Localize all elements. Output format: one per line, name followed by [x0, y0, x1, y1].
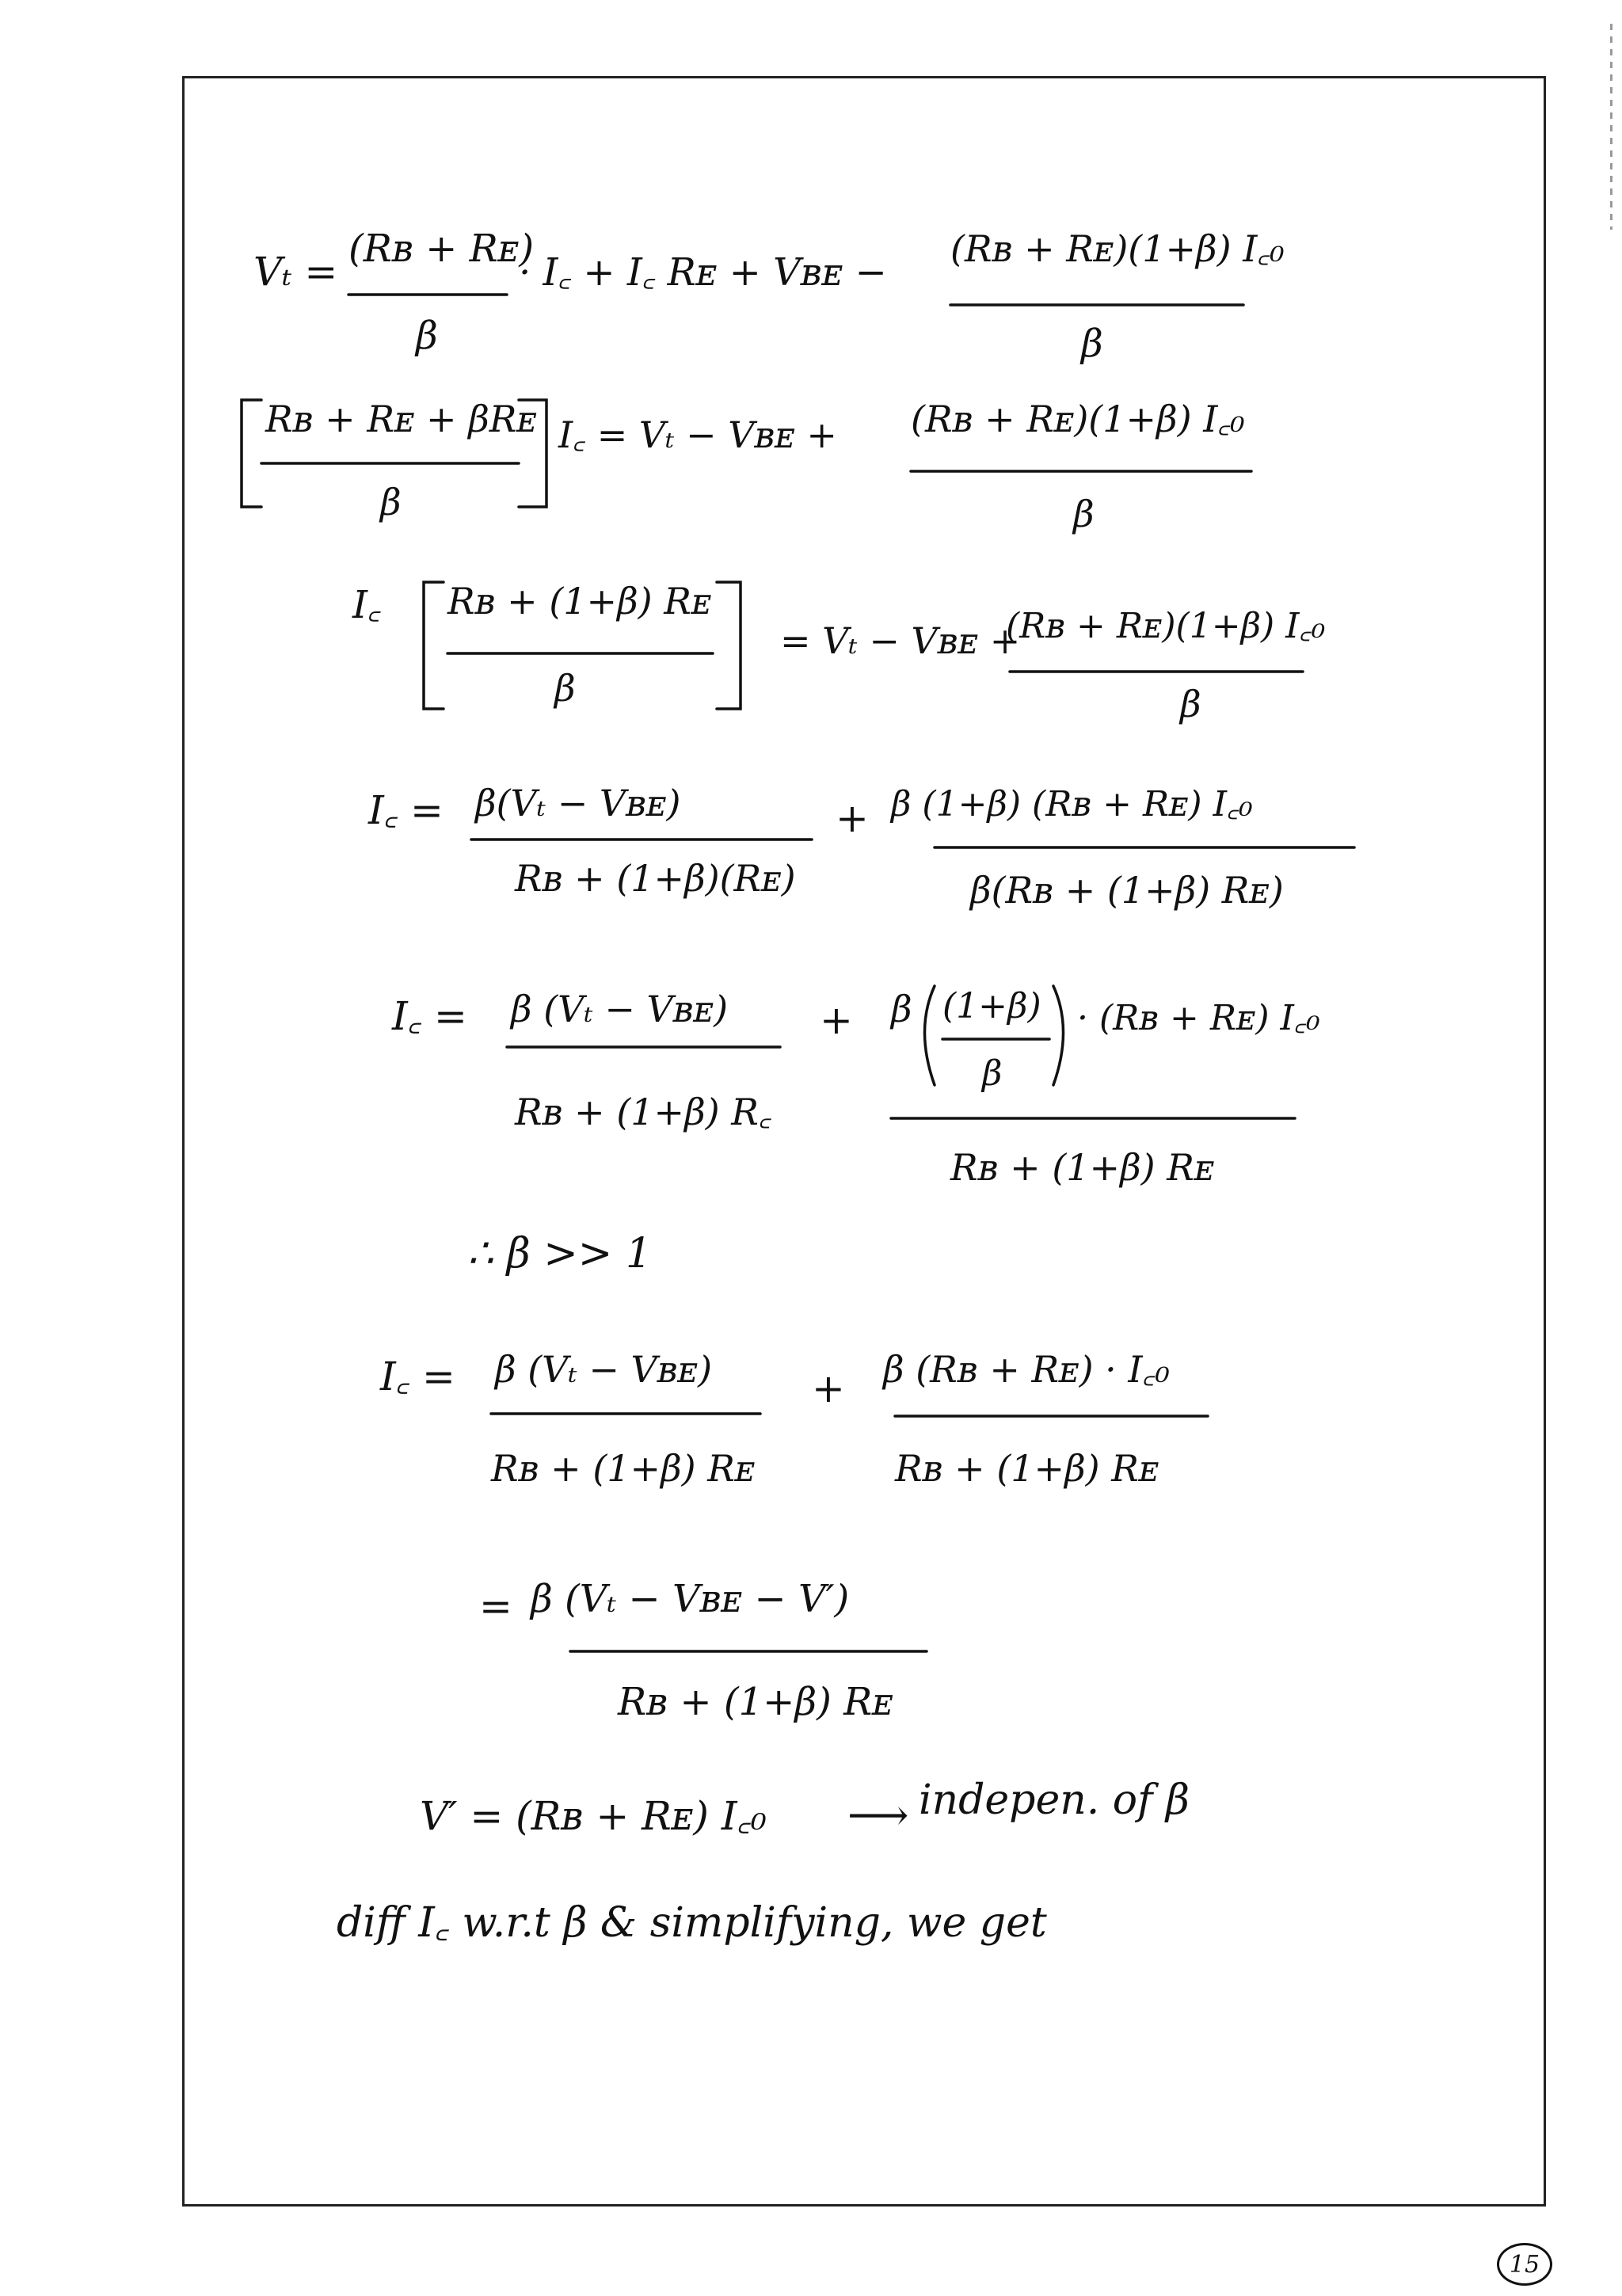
eq1-lhs: Vₜ = — [253, 249, 338, 295]
eq4-frac2-denominator: β(Rʙ + (1+β) Rᴇ) — [970, 869, 1284, 912]
eq5-inner-beta: β — [891, 988, 912, 1030]
eq5-inner-denominator: β — [982, 1053, 1003, 1094]
eq3-left-bracket — [424, 582, 444, 709]
eq7-lhs: = — [479, 1583, 512, 1629]
closing-statement: diff I꜀ w.r.t β & simplifying, we get — [337, 1899, 1047, 1947]
eq6-frac2-numerator: β (Rʙ + Rᴇ) · I꜀₀ — [883, 1348, 1170, 1391]
eq3-lhs: I꜀ — [352, 583, 381, 627]
eq5-tail: · (Rʙ + Rᴇ) I꜀₀ — [1077, 998, 1320, 1038]
eq2-bracket-numerator: Rʙ + Rᴇ + βRᴇ — [265, 398, 537, 440]
eq7-frac-denominator: Rʙ + (1+β) Rᴇ — [618, 1680, 893, 1724]
vprime-note: indepen. of β — [919, 1776, 1190, 1824]
eq3-frac-numerator: (Rʙ + Rᴇ)(1+β) I꜀₀ — [1006, 606, 1326, 646]
eq5-frac1-numerator: β (Vₜ − Vʙᴇ) — [511, 988, 729, 1030]
equation-6 — [379, 1348, 1208, 1490]
eq6-frac1-denominator: Rʙ + (1+β) Rᴇ — [491, 1447, 756, 1490]
eq4-frac2-numerator: β (1+β) (Rʙ + Rᴇ) I꜀₀ — [891, 784, 1253, 824]
eq4-lhs: I꜀ = — [368, 787, 444, 833]
page-number — [1497, 2243, 1552, 2286]
eq2-frac-denominator: β — [1073, 493, 1095, 535]
eq4-frac1-numerator: β(Vₜ − Vʙᴇ) — [475, 782, 681, 824]
eq6-lhs: I꜀ = — [380, 1354, 455, 1399]
equation-2 — [242, 398, 1251, 535]
eq6-frac1-numerator: β (Vₜ − Vʙᴇ) — [495, 1348, 713, 1391]
arrow-icon: ⟶ — [847, 1790, 909, 1840]
eq1-frac2-denominator: β — [1081, 322, 1103, 366]
equation-1 — [253, 227, 1285, 366]
eq7-frac-numerator: β (Vₜ − Vʙᴇ − V′) — [531, 1577, 850, 1621]
eq3-right-bracket — [717, 582, 741, 709]
eq2-frac-numerator: (Rʙ + Rᴇ)(1+β) I꜀₀ — [911, 398, 1245, 440]
eq3-bracket-denominator: β — [554, 667, 576, 710]
vprime-expression: V′ = (Rʙ + Rᴇ) I꜀₀ — [420, 1793, 767, 1839]
eq3-bracket-numerator: Rʙ + (1+β) Rᴇ — [447, 580, 712, 623]
eq5-lhs: I꜀ = — [392, 993, 467, 1039]
eq3-middle-terms: = Vₜ − Vʙᴇ + — [780, 619, 1021, 662]
eq5-inner-left-paren — [925, 986, 935, 1085]
equation-4 — [367, 782, 1354, 912]
equation-7 — [479, 1577, 927, 1724]
eq5-frac2-denominator: Rʙ + (1+β) Rᴇ — [950, 1146, 1215, 1189]
eq1-frac1-numerator: (Rʙ + Rᴇ) — [348, 227, 535, 271]
eq3-frac-denominator: β — [1180, 683, 1201, 725]
eq1-middle-terms: · I꜀ + I꜀ Rᴇ + Vʙᴇ − — [519, 250, 887, 295]
eq5-frac1-denominator: Rʙ + (1+β) R꜀ — [515, 1091, 771, 1133]
eq4-plus: + — [836, 795, 869, 841]
page-number-label: 15 — [1509, 2250, 1540, 2279]
eq2-left-bracket — [242, 400, 261, 507]
eq5-plus: + — [820, 997, 853, 1043]
therefore-statement: ∴ β >> 1 — [467, 1230, 652, 1277]
eq4-frac1-denominator: Rʙ + (1+β)(Rᴇ) — [515, 857, 796, 900]
eq2-bracket-denominator: β — [380, 481, 402, 524]
eq1-frac1-denominator: β — [416, 314, 438, 358]
eq6-frac2-denominator: Rʙ + (1+β) Rᴇ — [895, 1447, 1159, 1490]
eq2-middle-terms: I꜀ = Vₜ − Vʙᴇ + — [558, 413, 837, 456]
equation-5 — [391, 986, 1320, 1189]
vprime-definition — [420, 1776, 1190, 1840]
eq5-inner-numerator: (1+β) — [942, 986, 1041, 1026]
eq6-plus: + — [812, 1365, 845, 1411]
eq5-inner-right-paren — [1053, 986, 1064, 1085]
eq1-frac2-numerator: (Rʙ + Rᴇ)(1+β) I꜀₀ — [950, 227, 1285, 270]
equation-3 — [352, 580, 1326, 725]
